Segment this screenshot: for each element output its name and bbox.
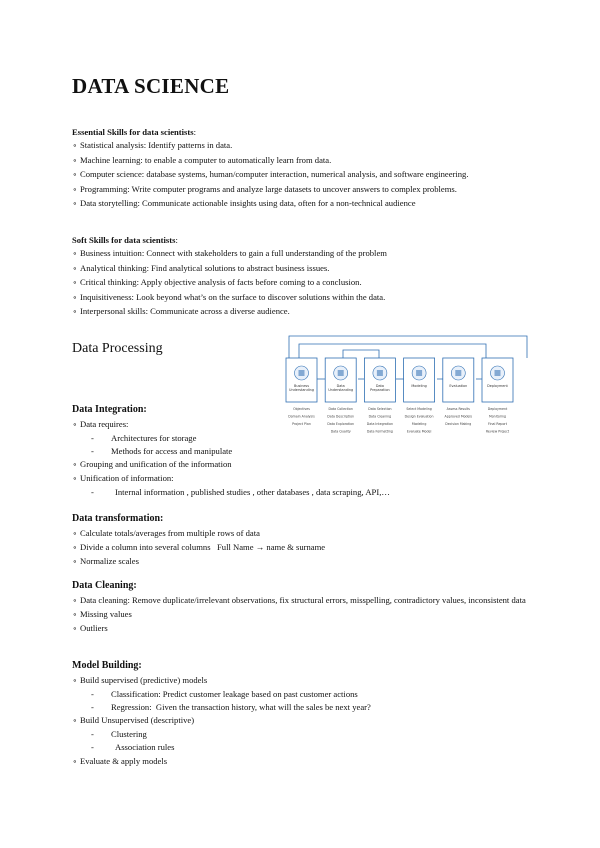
sub-list-item: - Methods for access and manipulate bbox=[72, 445, 532, 458]
sub-list-item: - Association rules bbox=[72, 741, 532, 754]
process-step-note: Monitoring bbox=[488, 414, 507, 419]
process-step-note: Data Collection bbox=[328, 407, 353, 411]
data-cleaning-list bbox=[72, 594, 532, 636]
bullet-icon: ⚬ bbox=[72, 279, 78, 288]
process-step-note: Decision Making bbox=[445, 422, 472, 426]
process-step-label: Understanding bbox=[328, 388, 354, 392]
dash-icon: - bbox=[91, 702, 94, 713]
list-item: ⚬ Outliers bbox=[72, 622, 532, 636]
essential-skills-section bbox=[72, 126, 532, 211]
process-step-label: Modeling bbox=[411, 384, 427, 388]
bullet-icon: ⚬ bbox=[72, 185, 78, 194]
list-item: ⚬ Machine learning: to enable a computer to automatically learn from data. bbox=[72, 154, 532, 168]
process-step-note: Data Cleaning bbox=[368, 414, 392, 419]
list-item: ⚬ Inquisitiveness: Look beyond what’s on the surface to discover solutions within the data. bbox=[72, 291, 532, 305]
sub-list-item: - Internal information , published studies , other databases , data scraping, API,… bbox=[72, 486, 532, 499]
process-step-note: Assess Results bbox=[446, 407, 470, 411]
bullet-icon: ⚬ bbox=[72, 250, 78, 259]
model-building-list bbox=[72, 674, 532, 769]
sub-list-item: - Classification: Predict customer leakage based on past customer actions bbox=[72, 688, 532, 701]
process-step-note: Data Selection bbox=[368, 407, 392, 411]
list-item: ⚬ Programming: Write computer programs and analyze large datasets to uncover answers to complex problems. bbox=[72, 183, 532, 197]
list-item: ⚬ Analytical thinking: Find analytical solutions to abstract business issues. bbox=[72, 262, 532, 276]
feedback-arrow-outer bbox=[289, 336, 527, 358]
list-item: ⚬ Statistical analysis: Identify patterns in data. bbox=[72, 139, 532, 153]
list-item: ⚬ Data requires: bbox=[72, 418, 532, 432]
bullet-icon: ⚬ bbox=[72, 677, 78, 685]
bullet-icon: ⚬ bbox=[72, 558, 78, 567]
bullet-icon: ⚬ bbox=[72, 293, 78, 302]
dash-icon: - bbox=[91, 433, 94, 444]
process-step-note: Final Report bbox=[488, 422, 507, 426]
process-step-note: Select Modeling bbox=[406, 407, 432, 411]
bullet-icon: ⚬ bbox=[72, 200, 78, 209]
list-item: ⚬ Missing values bbox=[72, 608, 532, 622]
step-icon-glyph bbox=[377, 370, 383, 376]
step-icon-glyph bbox=[338, 370, 344, 376]
dash-icon: - bbox=[91, 689, 94, 700]
process-step-note: Data Quality bbox=[330, 429, 351, 434]
list-item: ⚬ Calculate totals/averages from multiple rows of data bbox=[72, 527, 532, 541]
dash-icon: - bbox=[91, 487, 94, 498]
process-step-note: Data Formatting bbox=[366, 429, 393, 434]
process-step-note: Data Exploration bbox=[327, 422, 355, 426]
process-step-label: Deployment bbox=[487, 384, 508, 388]
sub-list-item: - Architectures for storage bbox=[72, 432, 532, 445]
list-item: ⚬ Computer science: database systems, human/computer interaction, numerical analysis, and software engineering. bbox=[72, 168, 532, 182]
feedback-arrow-short bbox=[343, 350, 379, 358]
data-processing-heading: Data Processing bbox=[72, 341, 163, 356]
dash-icon: - bbox=[91, 446, 94, 457]
bullet-icon: ⚬ bbox=[72, 475, 78, 484]
process-step-label: Evaluation bbox=[449, 384, 468, 388]
list-item: ⚬ Evaluate & apply models bbox=[72, 755, 532, 769]
step-icon-glyph bbox=[455, 370, 461, 376]
feedback-arrow-inner bbox=[299, 344, 486, 358]
data-transformation-list bbox=[72, 527, 532, 569]
bullet-icon: ⚬ bbox=[72, 544, 78, 553]
process-step-note: Data Description bbox=[327, 414, 355, 419]
data-integration-list bbox=[72, 418, 532, 500]
process-step-note: Approved Models bbox=[444, 414, 473, 419]
list-item: ⚬ Critical thinking: Apply objective analysis of facts before coming to a conclusion. bbox=[72, 276, 532, 290]
process-step-note: Project Plan bbox=[292, 422, 311, 426]
bullet-icon: ⚬ bbox=[72, 757, 78, 766]
list-item: ⚬ Interpersonal skills: Communicate across a diverse audience. bbox=[72, 305, 532, 319]
sub-list-item: - Clustering bbox=[72, 728, 532, 741]
model-building-heading: Model Building: bbox=[72, 660, 142, 671]
data-transformation-heading: Data transformation: bbox=[72, 513, 164, 524]
process-step-note: Design Evaluation bbox=[404, 414, 434, 419]
soft-skills-heading: Soft Skills for data scientists: bbox=[72, 235, 178, 245]
step-icon-glyph bbox=[495, 370, 501, 376]
process-step-note: Evaluate Model bbox=[406, 429, 432, 434]
bullet-icon: ⚬ bbox=[72, 717, 78, 726]
process-step-note: Objectives bbox=[293, 407, 310, 411]
sub-list-item: - Regression: Given the transaction history, what will the sales be next year? bbox=[72, 701, 532, 714]
list-item: ⚬ Normalize scales bbox=[72, 555, 532, 569]
bullet-icon: ⚬ bbox=[72, 264, 78, 273]
data-integration-heading: Data Integration: bbox=[72, 404, 147, 415]
bullet-icon: ⚬ bbox=[72, 308, 78, 317]
dash-icon: - bbox=[91, 729, 94, 740]
bullet-icon: ⚬ bbox=[72, 530, 78, 538]
list-item: ⚬ Business intuition: Connect with stakeholders to gain a full understanding of the problem bbox=[72, 247, 532, 261]
bullet-icon: ⚬ bbox=[72, 461, 78, 470]
process-step-note: Modeling bbox=[411, 422, 427, 426]
bullet-icon: ⚬ bbox=[72, 142, 78, 151]
process-step-note: Domain Analysis bbox=[288, 414, 315, 419]
process-step-label: Business bbox=[294, 384, 309, 388]
bullet-icon: ⚬ bbox=[72, 625, 78, 634]
bullet-icon: ⚬ bbox=[72, 421, 78, 429]
list-item: ⚬ Unification of information: bbox=[72, 472, 532, 486]
process-step-note: Data Integration bbox=[366, 422, 394, 426]
list-item: ⚬ Grouping and unification of the information bbox=[72, 458, 532, 472]
bullet-icon: ⚬ bbox=[72, 156, 78, 165]
list-item: ⚬ Divide a column into several columns Full Name → name & surname bbox=[72, 541, 532, 555]
page-title: DATA SCIENCE bbox=[72, 74, 230, 98]
bullet-icon: ⚬ bbox=[72, 171, 78, 180]
process-step-label: Data bbox=[336, 384, 345, 388]
step-icon-glyph bbox=[416, 370, 422, 376]
list-item: ⚬ Build Unsupervised (descriptive) bbox=[72, 714, 532, 728]
step-icon-glyph bbox=[299, 370, 305, 376]
data-cleaning-heading: Data Cleaning: bbox=[72, 580, 137, 591]
process-step-note: Review Project bbox=[485, 429, 510, 434]
soft-skills-section bbox=[72, 234, 532, 319]
process-step-label: Understanding bbox=[289, 388, 314, 392]
dash-icon: - bbox=[91, 742, 94, 753]
bullet-icon: ⚬ bbox=[72, 611, 78, 620]
essential-skills-heading: Essential Skills for data scientists: bbox=[72, 127, 196, 137]
list-item: ⚬ Data storytelling: Communicate actionable insights using data, often for a non-technical audience bbox=[72, 197, 532, 211]
list-item: ⚬ Build supervised (predictive) models bbox=[72, 674, 532, 688]
list-item: ⚬ Data cleaning: Remove duplicate/irrelevant observations, fix structural errors, misspelling, contradictory values, inconsistent data bbox=[72, 594, 532, 608]
bullet-icon: ⚬ bbox=[72, 597, 78, 605]
process-step-label: Data bbox=[375, 384, 384, 388]
process-step-label: Preparation bbox=[370, 388, 390, 392]
process-step-note: Deployment bbox=[487, 407, 508, 411]
